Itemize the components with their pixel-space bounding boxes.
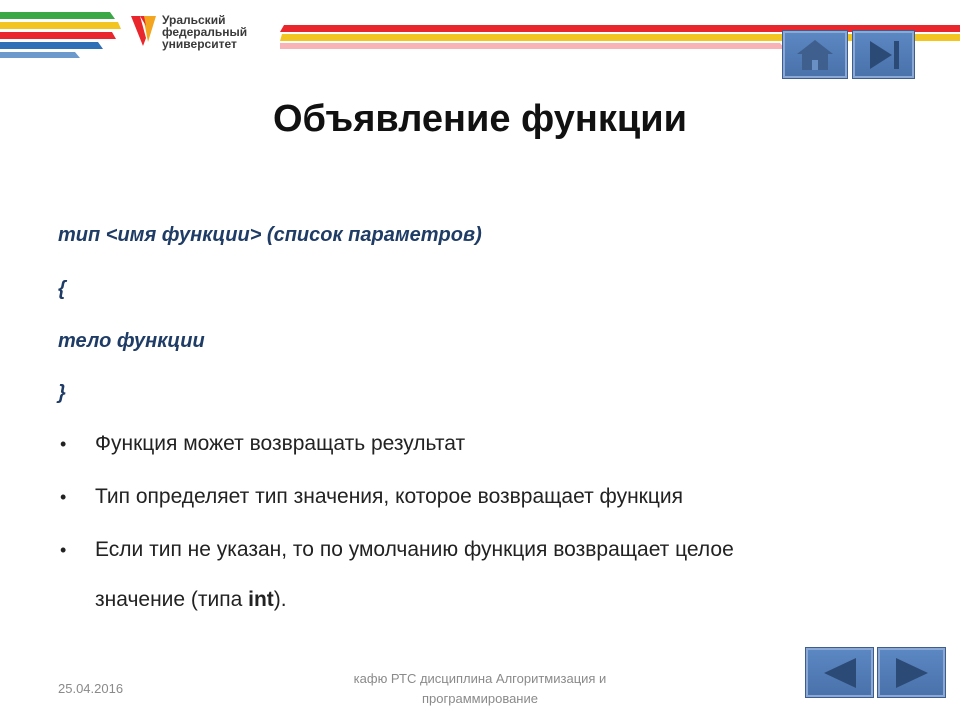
code-line-open-brace: {: [58, 278, 66, 300]
footer-caption: [330, 669, 630, 709]
bullet-icon: •: [60, 540, 67, 560]
list-item: [58, 538, 878, 612]
bullet-text-3-line-2: [95, 588, 878, 612]
decorative-stripes-left: [0, 10, 130, 60]
code-line-signature: тип <имя функции> (список параметров): [58, 224, 482, 246]
prev-icon: [818, 655, 862, 691]
list-item: [58, 432, 878, 456]
slide-title: Объявление функции: [273, 98, 687, 140]
bullet-text-1: Функция может возвращать результат: [95, 432, 466, 455]
bullet-text-3-post: ).: [273, 588, 287, 611]
bullet-icon: •: [60, 434, 67, 454]
last-slide-button[interactable]: [853, 31, 914, 78]
code-line-close-brace: }: [58, 382, 66, 404]
bullet-text-3-pre: значение (типа: [95, 588, 249, 611]
next-icon: [890, 655, 934, 691]
code-line-body: тело функции: [58, 330, 205, 352]
list-item: [58, 485, 878, 509]
logo-line-2: федеральный: [162, 25, 248, 39]
logo-line-3: университет: [162, 37, 237, 51]
footer-line-2: программирование: [422, 691, 538, 706]
home-button[interactable]: [783, 31, 847, 78]
footer-line-1: кафю РТС дисциплина Алгоритмизация и: [353, 671, 607, 686]
university-logo: [131, 12, 247, 52]
bullet-text-2: Тип определяет тип значения, которое возвращает функция: [95, 485, 683, 508]
bullet-list: [58, 432, 878, 641]
bullet-text-3-line-1: Если тип не указан, то по умолчанию функция возвращает целое: [95, 538, 734, 561]
logo-text: [162, 14, 247, 50]
home-icon: [795, 38, 835, 72]
slide-date: 25.04.2016: [58, 681, 124, 696]
keyword-int: int: [248, 588, 274, 611]
urfu-logo-icon: [131, 12, 157, 52]
next-slide-button[interactable]: [878, 648, 945, 697]
next-end-icon: [864, 38, 904, 72]
logo-line-1: Уральский: [162, 13, 226, 27]
bullet-icon: •: [60, 487, 67, 507]
previous-slide-button[interactable]: [806, 648, 873, 697]
